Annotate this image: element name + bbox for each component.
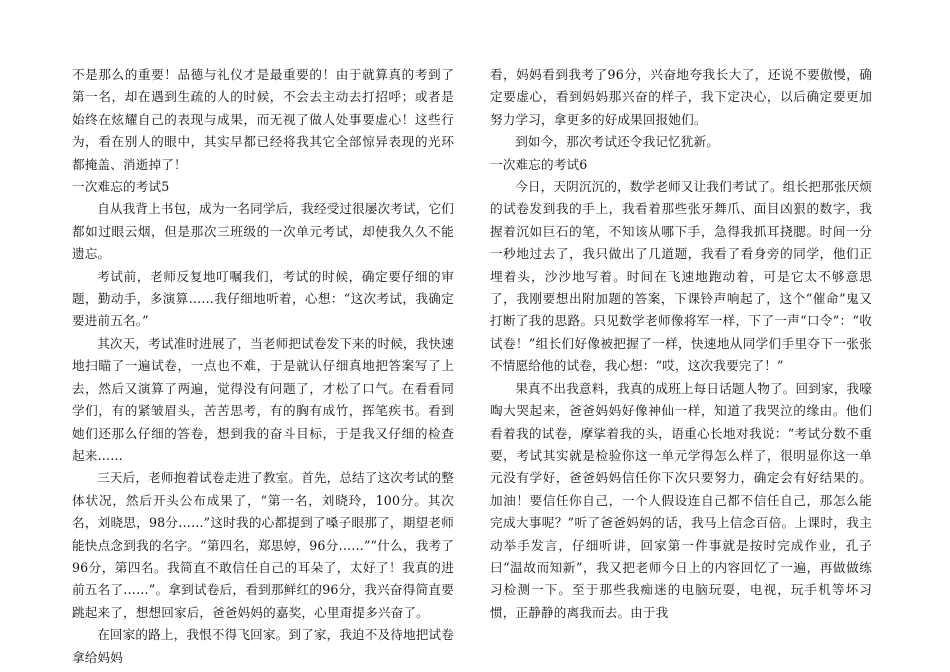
section-heading: 一次难忘的考试6 bbox=[490, 156, 588, 172]
paragraph: 其次天，考试准时进展了，当老师把试卷发下来的时候，我快速地扫瞄了一遍试卷，一点也不难，于是就认仔细真地把答案写了上去，然后又演算了两遍，觉得没有问题了，才松了口气。在看看同学们，有的紧皱眉头，苦苦思考，有的胸有成竹，挥笔疾书。看到她们还那么仔细的答卷，想到我的奋斗目标，于是我又仔细的检查起来…… bbox=[72, 335, 455, 463]
paragraph: 自从我背上书包，成为一名同学后，我经受过很屡次考试，它们都如过眼云烟，但是那次三班级的一次单元考试，却使我久久不能遗忘。 bbox=[72, 201, 455, 262]
paragraph: 三天后，老师抱着试卷走进了教室。首先，总结了这次考试的整体状况，然后开头公布成果了，“第一名，刘晓玲，100分。其次名，刘晓思，98分……”这时我的心都提到了嗓子眼那了，期望老师能快点念到我的名字。“第四名，郑思婷，96分……”“什么，我考了96分，第四名。我简直不敢信任自己的耳朵了，太好了！我真的进前五名了……”。拿到试卷后，看到那鲜红的96分，我兴奋得简直要跳起来了，想想回家后，爸爸妈妈的嘉奖，心里甭提多兴奋了。 bbox=[72, 470, 455, 620]
paragraph: 考试前，老师反复地叮嘱我们，考试的时候，确定要仔细的审题，勤动手，多演算……我仔细地听着，心想：“这次考试，我确定要进前五名。” bbox=[72, 268, 454, 329]
paragraph: 到如今，那次考试还令我记忆犹新。 bbox=[515, 134, 720, 150]
paragraph: 看，妈妈看到我考了96分，兴奋地夸我长大了，还说不要傲慢，确定要虚心，看到妈妈那兴奋的样子，我下定决心，以后确定要更加努力学习，拿更多的好成果回报她们。 bbox=[490, 67, 872, 127]
paragraph: 果真不出我意料，我真的成班上每日话题人物了。回到家，我嚎啕大哭起来，爸爸妈妈好像神仙一样，知道了我哭泣的缘由。他们看着我的试卷，摩挲着我的头，语重心长地对我说：“考试分数不重要，考试其实就是检验你这一单元学得怎么样了，很明显你这一单元没有学好，爸爸妈妈信任你下次只要努力，确定会有好结果的。加油！要信任你自己，一个人假设连自己都不信任自己，那怎么能完成大事呢？”听了爸爸妈妈的话，我马上信念百倍。上课时，我主动举手发言，仔细听讲，回家第一件事就是按时完成作业，孔子曰“温故而知新”，我又把老师今日上的内容回忆了一遍，再做做练习检测一下。至于那些我痴迷的电脑玩耍，电视，玩手机等坏习惯，正静静的离我而去。由于我 bbox=[490, 380, 873, 620]
paragraph: 在回家的路上，我恨不得飞回家。到了家，我迫不及待地把试卷拿给妈妈 bbox=[72, 627, 455, 665]
right-column bbox=[490, 64, 872, 624]
paragraph: 今日，天阴沉沉的，数学老师又让我们考试了。组长把那张厌烦的试卷发到我的手上，我看着那些张牙舞爪、面目凶狠的数字，我握着沉如巨石的笔，不知该从哪下手，急得我抓耳挠腮。时间一分一秒地过去了，我只做出了几道题，我看了看身旁的同学，他们正埋着头，沙沙地写着。时间在飞速地跑动着，可是它太不够意思了，我刚要想出附加题的答案，下课铃声响起了，这个“催命”鬼又打断了我的思路。只见数学老师像将军一样，下了一声“口令”：“收试卷！”组长们好像被把握了一样，快速地从同学们手里夺下一张张不情愿给他的试卷，我心想：“哎，这次我要完了！” bbox=[490, 179, 873, 374]
section-heading: 一次难忘的考试5 bbox=[72, 179, 170, 195]
paragraph: 不是那么的重要！品德与礼仪才是最重要的！由于就算真的考到了第一名，却在遇到生疏的人的时候，不会去主动去打招呼；或者是始终在炫耀自己的表现与成果，而无视了做人处事要虚心！这些行为，看在别人的眼中，其实早都已经将我其它全部惊异表现的光环都掩盖、消逝掉了！ bbox=[72, 67, 454, 172]
left-column bbox=[72, 64, 454, 669]
